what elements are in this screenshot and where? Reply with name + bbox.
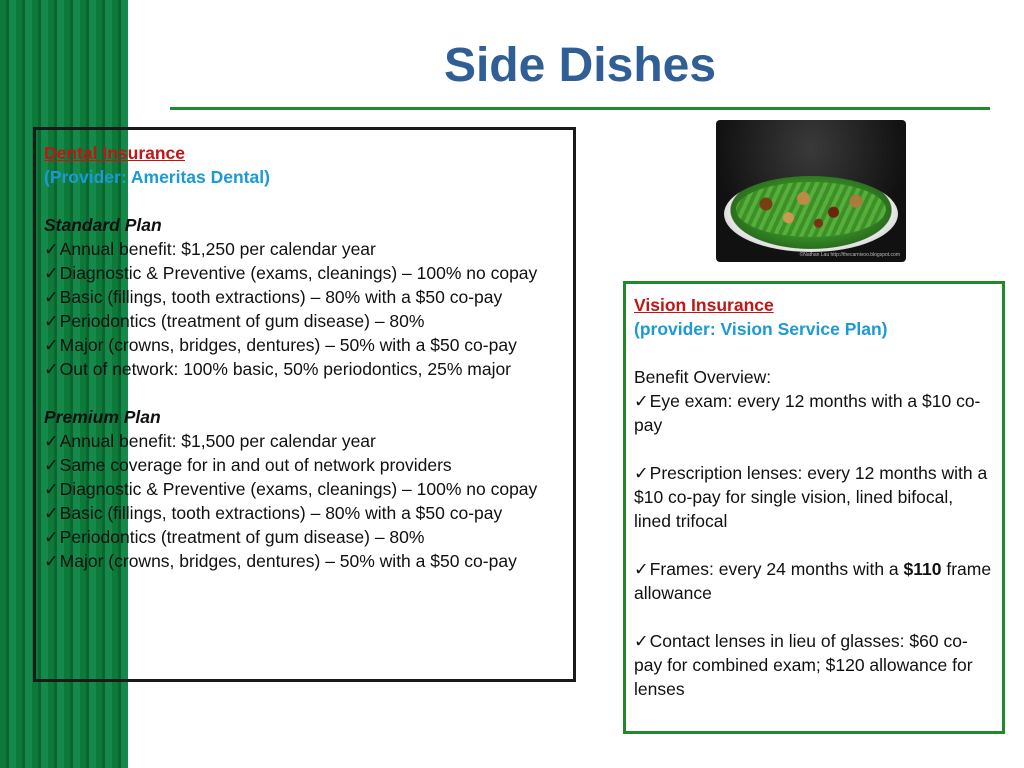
standard-plan-title: Standard Plan xyxy=(44,215,162,235)
list-item-text: Major (crowns, bridges, dentures) – 50% with a $50 co-pay xyxy=(59,551,517,571)
checkmark-icon: ✓ xyxy=(44,311,59,331)
benefit-overview-label: Benefit Overview: xyxy=(634,367,772,387)
checkmark-icon: ✓ xyxy=(44,455,59,475)
list-item-text: Basic (fillings, tooth extractions) – 80% with a $50 co-pay xyxy=(59,287,503,307)
photo-credit: ©Nathan Lau http://thecarnivoo.blogspot.com xyxy=(799,252,900,258)
checkmark-icon: ✓ xyxy=(44,359,59,379)
list-item xyxy=(44,309,565,333)
list-item xyxy=(44,549,565,573)
list-item-text: Periodontics (treatment of gum disease) – 80% xyxy=(59,527,425,547)
frames-item xyxy=(634,557,994,605)
list-item xyxy=(44,333,565,357)
frames-text-end: frame allowance xyxy=(634,559,992,603)
dental-provider: (Provider: Ameritas Dental) xyxy=(44,167,270,187)
list-item-text: Periodontics (treatment of gum disease) – 80% xyxy=(59,311,425,331)
list-item xyxy=(44,501,565,525)
list-item xyxy=(44,237,565,261)
premium-plan-list xyxy=(44,429,565,573)
spacer xyxy=(634,533,994,557)
dental-heading: Dental Insurance xyxy=(44,143,186,163)
dental-insurance-box xyxy=(33,127,576,682)
prescription-lenses-item xyxy=(634,461,994,533)
list-item-text: Annual benefit: $1,500 per calendar year xyxy=(59,431,376,451)
spacer xyxy=(44,189,565,213)
eye-exam-text: Eye exam: every 12 months with a $10 co-pay xyxy=(634,391,981,435)
checkmark-icon: ✓ xyxy=(44,287,59,307)
list-item xyxy=(44,357,565,381)
standard-plan-list xyxy=(44,237,565,381)
list-item xyxy=(44,453,565,477)
checkmark-icon: ✓ xyxy=(44,503,59,523)
checkmark-icon: ✓ xyxy=(634,631,649,651)
spacer xyxy=(634,605,994,629)
spacer xyxy=(634,437,994,461)
title-underline-rule xyxy=(170,107,990,110)
list-item-text: Diagnostic & Preventive (exams, cleanings) – 100% no copay xyxy=(59,479,538,499)
green-beans-dish-photo xyxy=(716,120,906,262)
prescription-lenses-text: Prescription lenses: every 12 months with a $10 co-pay for single vision, lined bifocal, lined trifocal xyxy=(634,463,988,531)
list-item xyxy=(44,429,565,453)
contact-lenses-item xyxy=(634,629,994,701)
list-item-text: Annual benefit: $1,250 per calendar year xyxy=(59,239,376,259)
checkmark-icon: ✓ xyxy=(44,479,59,499)
checkmark-icon: ✓ xyxy=(44,263,59,283)
list-item xyxy=(44,285,565,309)
slide-title: Side Dishes xyxy=(443,39,717,92)
checkmark-icon: ✓ xyxy=(634,559,649,579)
spacer xyxy=(634,341,994,365)
food-graphic xyxy=(736,182,886,237)
frames-amount: $110 xyxy=(903,559,942,579)
list-item-text: Major (crowns, bridges, dentures) – 50% with a $50 co-pay xyxy=(59,335,517,355)
spacer xyxy=(44,381,565,405)
vision-insurance-box xyxy=(623,281,1005,734)
checkmark-icon: ✓ xyxy=(634,463,649,483)
list-item-text: Basic (fillings, tooth extractions) – 80% with a $50 co-pay xyxy=(59,503,503,523)
vision-heading: Vision Insurance xyxy=(634,295,774,315)
checkmark-icon: ✓ xyxy=(44,239,59,259)
checkmark-icon: ✓ xyxy=(44,335,59,355)
vision-provider: (provider: Vision Service Plan) xyxy=(634,319,888,339)
list-item-text: Diagnostic & Preventive (exams, cleanings) – 100% no copay xyxy=(59,263,538,283)
checkmark-icon: ✓ xyxy=(634,391,649,411)
contact-lenses-text: Contact lenses in lieu of glasses: $60 co-pay for combined exam; $120 allowance for lenses xyxy=(634,631,973,699)
list-item-text: Out of network: 100% basic, 50% periodontics, 25% major xyxy=(59,359,512,379)
list-item xyxy=(44,261,565,285)
checkmark-icon: ✓ xyxy=(44,527,59,547)
list-item xyxy=(44,525,565,549)
checkmark-icon: ✓ xyxy=(44,551,59,571)
list-item-text: Same coverage for in and out of network providers xyxy=(59,455,452,475)
checkmark-icon: ✓ xyxy=(44,431,59,451)
eye-exam-item xyxy=(634,389,994,437)
list-item xyxy=(44,477,565,501)
frames-text: Frames: every 24 months with a xyxy=(649,559,904,579)
premium-plan-title: Premium Plan xyxy=(44,407,161,427)
